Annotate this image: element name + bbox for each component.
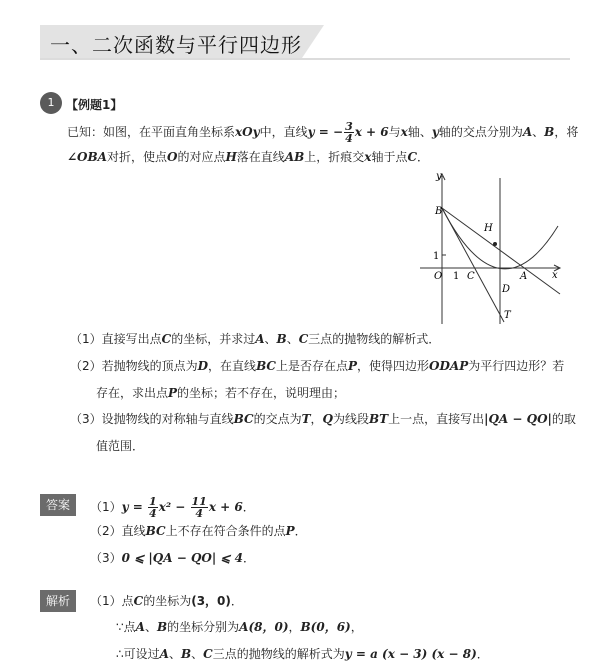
math-angle: ∠OBA [67, 150, 107, 164]
text: 的坐标；若不存在，说明理由； [177, 386, 346, 400]
text: （3） [90, 551, 122, 565]
math-coord: (3，0) [191, 594, 231, 608]
math-var: C [161, 332, 172, 346]
text: 存在，求出点 [96, 386, 169, 400]
text: 上不存在符合条件的点 [165, 524, 286, 538]
math-var: C [298, 332, 309, 346]
math-expr: |QA − QO| [484, 412, 552, 426]
problem-line-1 [67, 121, 578, 144]
answer-2 [90, 523, 307, 539]
text: ． [417, 150, 430, 164]
math-var: x [400, 125, 408, 139]
text: ，在直线 [208, 359, 257, 373]
text: 中，直线 [259, 125, 308, 139]
math-eq: y = a (x − 3) (x − 8) [344, 647, 477, 661]
math-var: B [180, 647, 192, 661]
text: 轴、 [407, 125, 432, 139]
fraction-denominator: 4 [195, 507, 203, 520]
math-var: ODAP [429, 359, 469, 373]
example-number-badge: 1 [40, 92, 62, 114]
math-var: T [301, 412, 311, 426]
math-var: B [544, 125, 555, 139]
label-x: x [552, 270, 558, 281]
math-var: A [159, 647, 169, 661]
math-expr: 0 ⩽ |QA − QO| ⩽ 4 [121, 551, 243, 565]
text: 的坐标分别为 [167, 620, 240, 634]
math-var: B [276, 332, 287, 346]
text: 、 [144, 620, 157, 634]
analysis-line-1 [90, 593, 243, 609]
line-ab [442, 208, 560, 294]
text: 对折，使点 [106, 150, 167, 164]
fraction-numerator: 1 [149, 495, 157, 508]
text: 落在直线 [236, 150, 285, 164]
fraction-numerator: 3 [345, 120, 353, 133]
section-header-underline [40, 58, 570, 60]
text: ∵点 [116, 620, 136, 634]
math-var: D [197, 359, 209, 373]
math-coord: B(0，6) [300, 620, 351, 634]
label-a: A [520, 271, 528, 282]
text: 轴的交点分别为 [438, 125, 523, 139]
text: 为平行四边形？若 [468, 359, 565, 373]
math-var: O [166, 150, 178, 164]
text: 上，折痕交 [304, 150, 365, 164]
math-var: BC [256, 359, 276, 373]
math-eq: x² − [158, 500, 190, 514]
text: 的坐标，并求过 [171, 332, 256, 346]
label-b: B [435, 206, 443, 217]
math-var: BC [233, 412, 254, 426]
math-var: P [285, 524, 295, 538]
section-header-corner [302, 25, 324, 58]
text: ， [310, 412, 323, 426]
text: 、 [264, 332, 277, 346]
label-o: O [434, 271, 443, 282]
math-var: BC [145, 524, 166, 538]
text: 三点的抛物线的解析式为 [212, 647, 345, 661]
question-3 [70, 411, 576, 427]
math-xoy: xOy [235, 125, 260, 139]
fraction-denominator: 4 [149, 507, 157, 520]
point-h [493, 242, 497, 246]
math-var: B [156, 620, 168, 634]
text: ，将 [554, 125, 579, 139]
text: ． [294, 524, 307, 538]
text: ． [242, 500, 255, 514]
text: 已知：如图，在平面直角坐标系 [67, 125, 236, 139]
analysis-line-2 [116, 619, 363, 635]
text: （2）若抛物线的顶点为 [70, 359, 198, 373]
text: 的坐标为 [143, 594, 192, 608]
math-var: BT [369, 412, 389, 426]
section-header [40, 25, 570, 61]
question-2-line-2 [96, 385, 345, 401]
math-var: AB [284, 150, 305, 164]
text: 的对应点 [177, 150, 226, 164]
text: ， [350, 620, 363, 634]
text: （2）直线 [90, 524, 146, 538]
math-var: P [168, 386, 178, 400]
math-var: C [407, 150, 418, 164]
question-1 [70, 331, 440, 347]
math-var: A [522, 125, 533, 139]
text: 值范围． [96, 439, 145, 453]
text: ． [230, 594, 243, 608]
label-d: D [502, 284, 511, 295]
answer-tag: 答案 [40, 494, 76, 516]
text: ，使得四边形 [357, 359, 430, 373]
text: 的取 [551, 412, 576, 426]
text: 为线段 [332, 412, 369, 426]
text: 三点的抛物线的解析式． [308, 332, 441, 346]
label-one-y: 1 [433, 251, 440, 262]
problem-line-2 [67, 149, 429, 165]
label-h: H [484, 223, 493, 234]
coordinate-graph [412, 168, 564, 326]
label-y: y [436, 171, 442, 182]
text: 轴于点 [371, 150, 408, 164]
text: （3）设抛物线的对称轴与直线 [70, 412, 234, 426]
text: 、 [286, 332, 299, 346]
text: （1） [90, 500, 122, 514]
text: （1）直接写出点 [70, 332, 162, 346]
math-var: P [348, 359, 358, 373]
math-var: H [225, 150, 237, 164]
example-label: 【例题1】 [66, 98, 123, 112]
text: （1）点 [90, 594, 134, 608]
text: ． [476, 647, 489, 661]
math-var: C [203, 647, 213, 661]
text: ， [288, 620, 301, 634]
text: 、 [532, 125, 545, 139]
text: 的交点为 [253, 412, 302, 426]
math-var: y [431, 125, 439, 139]
text: ∴可设过 [116, 647, 160, 661]
fraction-denominator: 4 [345, 132, 353, 145]
question-2 [70, 358, 564, 374]
math-eq: y = [121, 500, 148, 514]
fraction [191, 496, 208, 519]
math-eq: x + 6 [354, 125, 389, 139]
text: 上一点，直接写出 [388, 412, 485, 426]
text: ． [242, 551, 255, 565]
math-coord: A(8，0) [239, 620, 289, 634]
math-var: C [133, 594, 144, 608]
answer-3 [90, 550, 255, 566]
label-c: C [467, 271, 475, 282]
answer-1 [90, 496, 255, 519]
text: 上是否存在点 [275, 359, 348, 373]
math-var: A [135, 620, 145, 634]
math-var: A [255, 332, 265, 346]
math-var: Q [322, 412, 333, 426]
section-title: 一、二次函数与平行四边形 [50, 33, 302, 57]
label-one-x: 1 [453, 271, 460, 282]
math-eq: x + 6 [208, 500, 243, 514]
fraction [344, 121, 354, 144]
question-3-line-2 [96, 438, 144, 454]
text: 、 [191, 647, 204, 661]
text: 与 [388, 125, 401, 139]
fraction-numerator: 11 [191, 495, 207, 508]
math-eq: y = − [307, 125, 344, 139]
text: 、 [168, 647, 181, 661]
fraction [148, 496, 158, 519]
analysis-tag: 解析 [40, 590, 76, 612]
label-t: T [504, 310, 511, 321]
math-var: x [364, 150, 372, 164]
analysis-line-3 [116, 646, 489, 662]
